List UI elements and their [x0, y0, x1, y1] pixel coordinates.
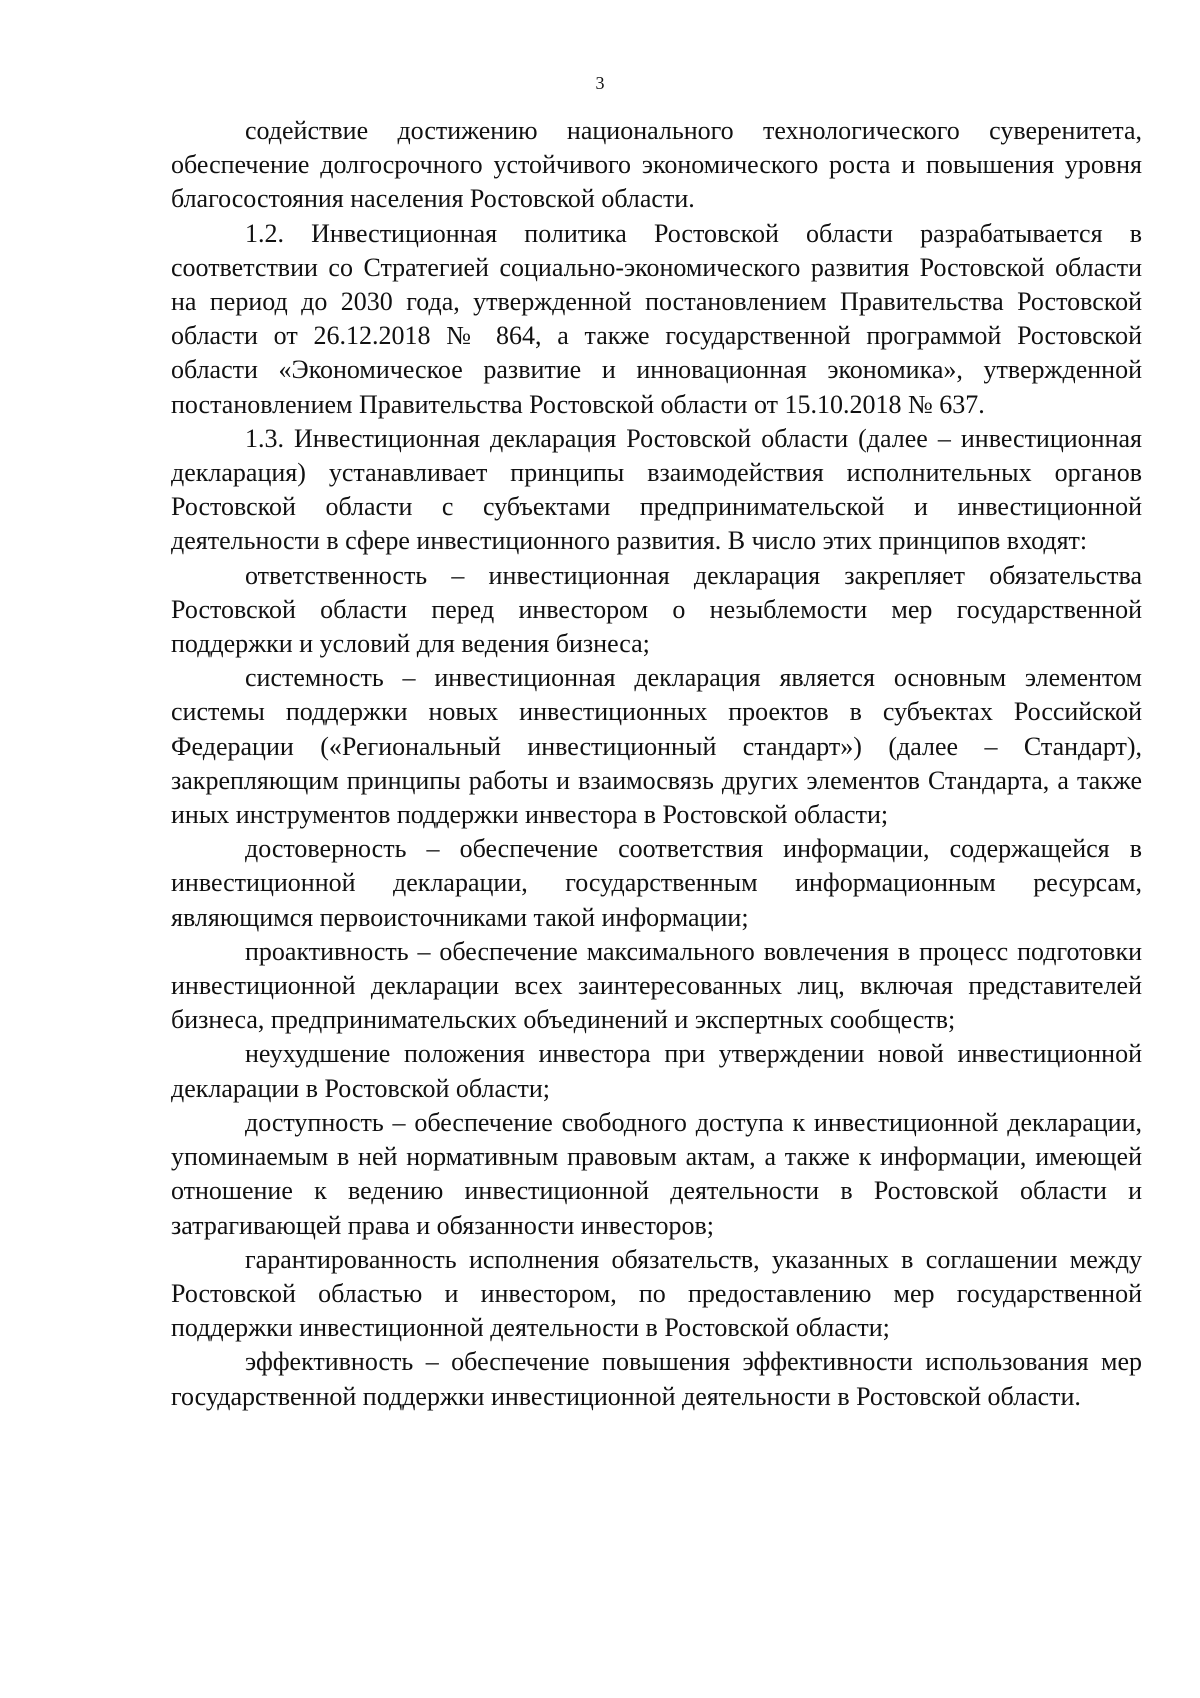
document-body — [171, 114, 1142, 1414]
paragraph-1-2-investment-policy: 1.2. Инвестиционная политика Ростовской области разрабатывается в соответствии со Стратегией социально-экономического развития Ростовской области на период до 2030 года, утвержденной постановлением Правительства Ростовской области от 26.12.2018 № 864, а также государственной программой Ростовской области «Экономическое развитие и инновационная экономика», утвержденной постановлением Правительства Ростовской области от 15.10.2018 № 637. — [171, 218, 1142, 419]
principle-efficiency: эффективность – обеспечение повышения эффективности использования мер государственной поддержки инвестиционной деятельности в Ростовской области. — [171, 1347, 1142, 1411]
principle-reliability: достоверность – обеспечение соответствия информации, содержащейся в инвестиционной декларации, государственным информационным ресурсам, являющимся первоисточниками такой информации; — [171, 834, 1142, 932]
paragraph-1-3-investment-declaration: 1.3. Инвестиционная декларация Ростовской области (далее – инвестиционная декларация) устанавливает принципы взаимодействия исполнительных органов Ростовской области с субъектами предпринимательской и инвестиционной деятельности в сфере инвестиционного развития. В число этих принципов входят: — [171, 423, 1142, 556]
principle-responsibility: ответственность – инвестиционная декларация закрепляет обязательства Ростовской области перед инвестором о незыблемости мер государственной поддержки и условий для ведения бизнеса; — [171, 560, 1142, 659]
paragraph-goal-continuation: содействие достижению национального технологического суверенитета, обеспечение долгосрочного устойчивого экономического роста и повышения уровня благосостояния населения Ростовской области. — [171, 116, 1142, 214]
principle-proactivity: проактивность – обеспечение максимального вовлечения в процесс подготовки инвестиционной декларации всех заинтересованных лиц, включая представителей бизнеса, предпринимательских объединений и экспертных сообществ; — [171, 936, 1142, 1035]
principle-systematicity: системность – инвестиционная декларация является основным элементом системы поддержки новых инвестиционных проектов в субъектах Российской Федерации («Региональный инвестиционный стандарт») (далее – Стандарт), закрепляющим принципы работы и взаимосвязь других элементов Стандарта, а также иных инструментов поддержки инвестора в Ростовской области; — [171, 663, 1142, 830]
principle-accessibility: доступность – обеспечение свободного доступа к инвестиционной декларации, упоминаемым в ней нормативным правовым актам, а также к информации, имеющей отношение к ведению инвестиционной деятельности в Ростовской области и затрагивающей права и обязанности инвесторов; — [171, 1107, 1142, 1240]
page-number: 3 — [595, 73, 605, 93]
principle-non-deterioration: неухудшение положения инвестора при утверждении новой инвестиционной декларации в Ростовской области; — [171, 1039, 1142, 1103]
principle-guarantee: гарантированность исполнения обязательств, указанных в соглашении между Ростовской областью и инвестором, по предоставлению мер государственной поддержки инвестиционной деятельности в Ростовской области; — [171, 1244, 1142, 1343]
